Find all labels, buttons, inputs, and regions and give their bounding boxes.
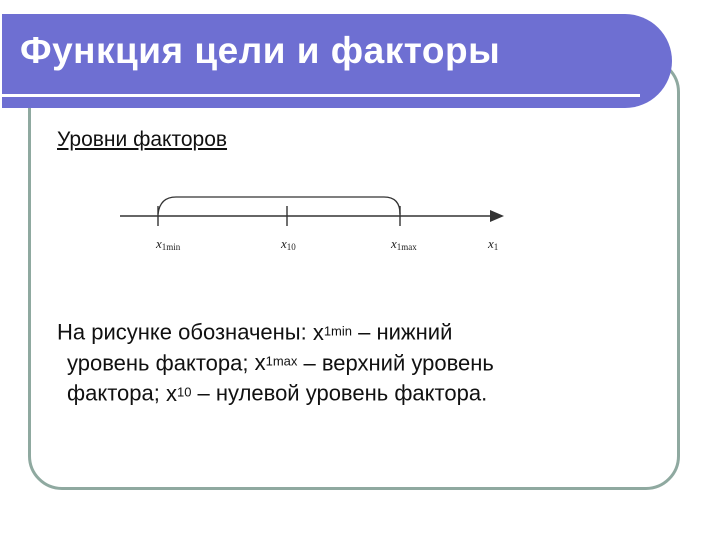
subtitle-text: Уровни факторов bbox=[57, 128, 228, 151]
var-x1max-sub: 1max bbox=[265, 353, 298, 369]
var-x1min bbox=[313, 320, 352, 345]
axis-label-x1min: x1min bbox=[156, 236, 181, 252]
var-x1max-base: x bbox=[254, 350, 266, 376]
var-x10-base: x bbox=[165, 380, 177, 406]
range-brace bbox=[158, 197, 400, 214]
description-line2-start: уровень фактора; bbox=[67, 350, 255, 376]
description-line-1 bbox=[57, 316, 657, 347]
description-line3-start: фактора; bbox=[67, 380, 166, 406]
slide-title: Функция цели и факторы bbox=[20, 30, 501, 71]
axis-label-x10: x10 bbox=[281, 236, 296, 252]
axis-arrowhead bbox=[490, 210, 504, 222]
var-x1min-sub: 1min bbox=[323, 323, 353, 338]
description-intro: На рисунке обозначены: bbox=[57, 319, 313, 345]
description-after-x10: – нулевой уровень фактора. bbox=[191, 380, 488, 406]
description-after-x1max: – верхний уровень bbox=[297, 350, 494, 376]
factor-description bbox=[57, 316, 657, 408]
description-after-x1min: – нижний bbox=[352, 319, 453, 345]
var-x1max bbox=[255, 350, 298, 375]
axis-label-x1max: x1max bbox=[391, 236, 417, 252]
description-line-2 bbox=[57, 347, 657, 378]
var-x10 bbox=[166, 381, 191, 406]
axis-label-x1: x1 bbox=[488, 236, 499, 252]
var-x10-sub: 10 bbox=[176, 384, 192, 400]
description-line-3 bbox=[57, 377, 657, 408]
var-x1min-base: x bbox=[312, 319, 324, 345]
